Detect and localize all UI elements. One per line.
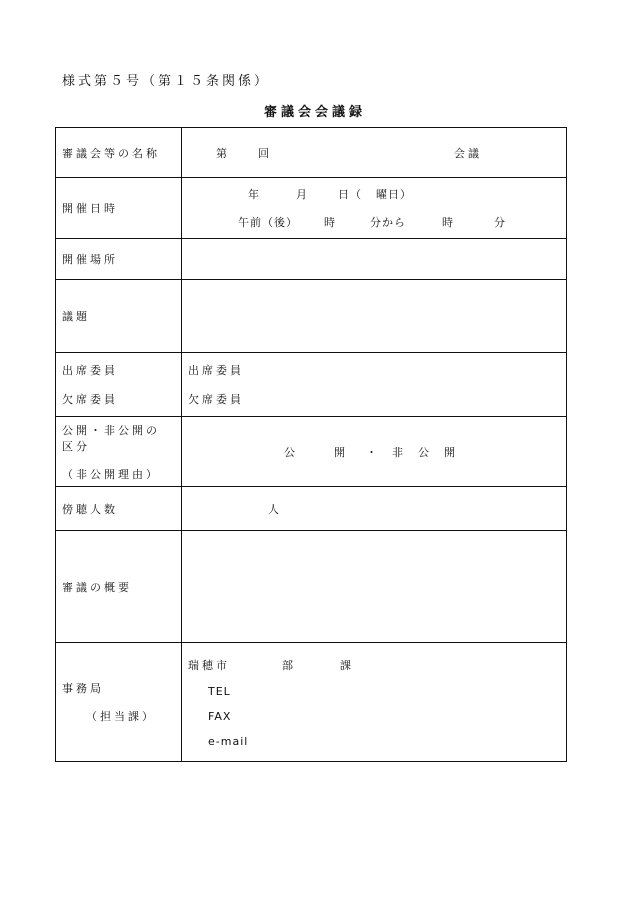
public-kai-text: 開: [334, 445, 346, 459]
row-members: [56, 353, 567, 417]
row-agenda: [56, 280, 567, 353]
funkara-text: 分から: [370, 216, 406, 229]
private-kou-text: 公: [418, 445, 430, 459]
label-disclosure-line2: 区分: [62, 439, 90, 453]
value-datetime: [182, 178, 567, 239]
label-absent: 欠席委員: [62, 393, 118, 406]
label-disclosure-line1: 公開・非公開の: [62, 423, 160, 437]
public-kou-text: 公: [284, 445, 296, 459]
label-council-name: 審議会等の名称: [56, 128, 182, 178]
separator-dot: ・: [366, 445, 378, 459]
office-fax: FAX: [208, 709, 232, 723]
row-disclosure: [56, 417, 567, 487]
gozen-text: 午前（後）: [238, 216, 298, 229]
youbi-text: 曜日）: [376, 188, 412, 201]
label-audience: 傍聴人数: [56, 487, 182, 531]
value-office: [182, 643, 567, 762]
form-number: 様式第５号（第１５条関係）: [62, 74, 271, 89]
value-disclosure: [182, 417, 567, 487]
value-absent: 欠席委員: [188, 393, 244, 406]
office-tel: TEL: [208, 684, 231, 698]
row-council-name: [56, 128, 567, 178]
value-present: 出席委員: [188, 364, 244, 377]
office-ka: 課: [340, 658, 352, 672]
tsuki-text: 月: [296, 188, 308, 201]
dai-text: 第: [216, 146, 228, 160]
office-city: 瑞穂市: [188, 658, 230, 672]
document-title: 審議会会議録: [263, 105, 366, 120]
label-disclosure: [56, 417, 182, 487]
minutes-table: [55, 127, 567, 762]
value-place: [182, 239, 567, 280]
row-office: [56, 643, 567, 762]
office-bu: 部: [282, 658, 294, 672]
ji2-text: 時: [442, 216, 454, 229]
fun-text: 分: [494, 216, 506, 229]
label-office: [56, 643, 182, 762]
row-summary: [56, 531, 567, 643]
audience-unit: 人: [268, 502, 280, 516]
ji1-text: 時: [324, 216, 336, 229]
nen-text: 年: [248, 188, 260, 201]
label-members: [56, 353, 182, 417]
label-place: 開催場所: [56, 239, 182, 280]
hi-text: 日（: [338, 188, 362, 201]
row-datetime: [56, 178, 567, 239]
label-agenda: 議題: [56, 280, 182, 353]
value-summary: [182, 531, 567, 643]
label-summary: 審議の概要: [56, 531, 182, 643]
label-office-sub: （担当課）: [86, 710, 156, 723]
label-office-main: 事務局: [62, 682, 104, 695]
value-audience: [182, 487, 567, 531]
office-email: e-mail: [208, 734, 249, 748]
value-members: [182, 353, 567, 417]
kaigi-text: 会議: [454, 146, 482, 160]
label-present: 出席委員: [62, 364, 118, 377]
row-place: [56, 239, 567, 280]
value-council-name: [182, 128, 567, 178]
kai-text: 回: [258, 146, 270, 160]
row-audience: [56, 487, 567, 531]
value-agenda: [182, 280, 567, 353]
label-disclosure-line3: （非公開理由）: [62, 467, 160, 481]
hi-text: 非: [392, 445, 404, 459]
label-datetime: 開催日時: [56, 178, 182, 239]
private-kai-text: 開: [444, 445, 456, 459]
